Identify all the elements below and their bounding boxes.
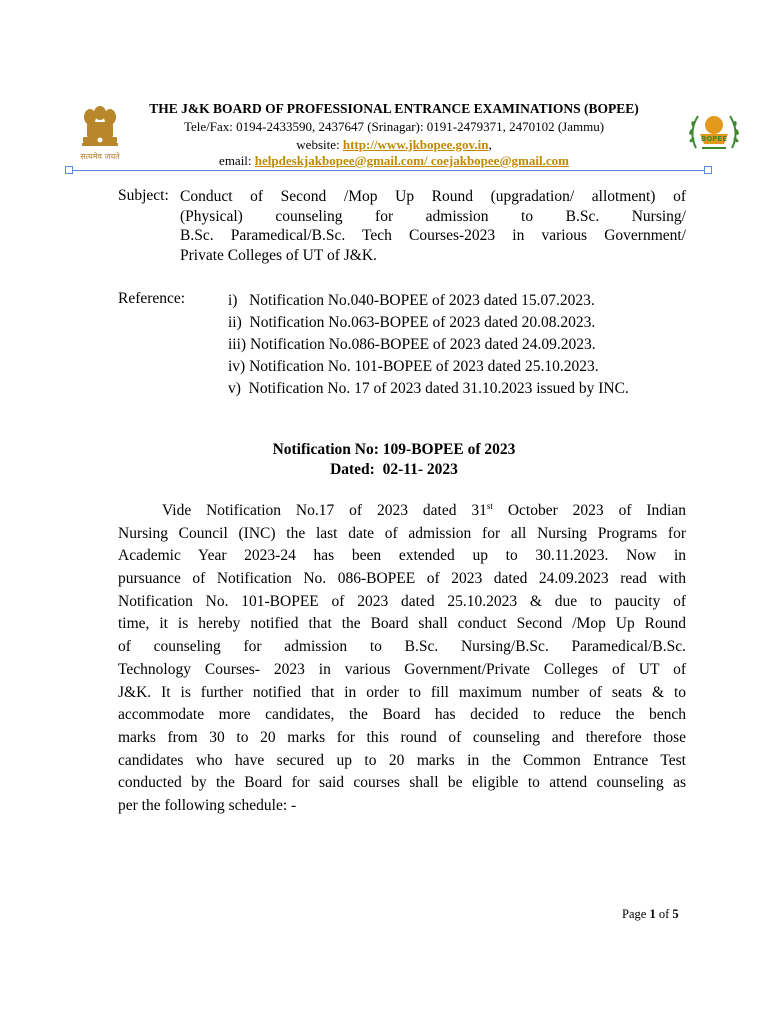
body-line: Nursing Council (INC) the last date of admission for all Nursing Programs for xyxy=(118,524,686,542)
divider-end-right xyxy=(704,166,712,174)
reference-list xyxy=(228,290,629,400)
subject-line: (Physical) counseling for admission to B.Sc. Nursing/ xyxy=(180,207,686,225)
body-line: Notification No. 101-BOPEE of 2023 dated 25.10.2023 & due to paucity of xyxy=(118,592,686,610)
body-line: accommodate more candidates, the Board has decided to reduce the bench xyxy=(118,706,686,724)
reference-item: iv) Notification No. 101-BOPEE of 2023 dated 25.10.2023. xyxy=(228,358,599,375)
body-line-text: Vide Notification No.17 of 2023 dated 31 xyxy=(162,502,487,519)
page-of: of xyxy=(655,907,673,921)
subject-label: Subject: xyxy=(118,187,169,204)
body-line: Technology Courses- 2023 in various Government/Private Colleges of UT of xyxy=(118,660,686,678)
header-divider xyxy=(68,170,708,171)
page-current: 1 xyxy=(649,907,656,921)
board-title: THE J&K BOARD OF PROFESSIONAL ENTRANCE EXAMINATIONS (BOPEE) xyxy=(149,101,639,116)
page-number xyxy=(622,907,679,922)
body-line: Academic Year 2023-24 has been extended up to 30.11.2023. Now in xyxy=(118,547,686,565)
svg-text:सत्यमेव जयते: सत्यमेव जयते xyxy=(80,152,120,161)
body-line: J&K. It is further notified that in order to fill maximum number of seats & to xyxy=(118,683,686,701)
website-suffix: , xyxy=(488,137,492,152)
svg-text:BOPEE: BOPEE xyxy=(701,135,727,143)
reference-label: Reference: xyxy=(118,290,186,307)
website-label: website: xyxy=(296,137,343,152)
page-label: Page xyxy=(622,907,650,921)
notification-date: Dated: 02-11- 2023 xyxy=(330,461,458,478)
email-line xyxy=(120,153,668,169)
reference-item: iii) Notification No.086-BOPEE of 2023 dated 24.09.2023. xyxy=(228,336,596,353)
subject-line: Private Colleges of UT of J&K. xyxy=(180,246,377,264)
bopee-logo-icon xyxy=(684,108,744,160)
page-total: 5 xyxy=(672,907,679,921)
divider-end-left xyxy=(65,166,73,174)
body-line: pursuance of Notification No. 086-BOPEE of 2023 dated 24.09.2023 read with xyxy=(118,570,686,588)
email-link[interactable]: helpdeskjakbopee@gmail.com/ coejakbopee@gmail.com xyxy=(254,153,569,168)
body-line xyxy=(118,500,686,523)
notification-body xyxy=(118,500,686,818)
ordinal-suffix: st xyxy=(486,501,493,511)
website-line xyxy=(120,137,668,153)
subject-text xyxy=(180,187,686,265)
body-line: of counseling for admission to B.Sc. Nursing/B.Sc. Paramedical/B.Sc. xyxy=(118,638,686,656)
notification-number: Notification No: 109-BOPEE of 2023 xyxy=(272,441,516,458)
body-line: per the following schedule: - xyxy=(118,796,297,814)
body-line: marks from 30 to 20 marks for this round of counseling and therefore those xyxy=(118,728,686,746)
reference-item: ii) Notification No.063-BOPEE of 2023 dated 20.08.2023. xyxy=(228,314,596,331)
body-line: conducted by the Board for said courses shall be eligible to attend counseling as xyxy=(118,774,686,792)
body-line-text: October 2023 of Indian xyxy=(492,502,686,519)
body-line: time, it is hereby notified that the Board shall conduct Second /Mop Up Round xyxy=(118,615,686,633)
subject-line: B.Sc. Paramedical/B.Sc. Tech Courses-2023 in various Government/ xyxy=(180,227,686,244)
reference-item: i) Notification No.040-BOPEE of 2023 dated 15.07.2023. xyxy=(228,292,595,309)
email-label: email: xyxy=(219,153,255,168)
contact-phone: Tele/Fax: 0194-2433590, 2437647 (Srinagar): 0191-2479371, 2470102 (Jammu) xyxy=(183,119,605,134)
subject-line: Conduct of Second /Mop Up Round (upgradation/ allotment) of xyxy=(180,188,686,205)
website-link[interactable]: http://www.jkbopee.gov.in xyxy=(342,137,489,152)
reference-item: v) Notification No. 17 of 2023 dated 31.10.2023 issued by INC. xyxy=(228,380,629,397)
body-line: candidates who have secured up to 20 marks in the Common Entrance Test xyxy=(118,751,686,769)
